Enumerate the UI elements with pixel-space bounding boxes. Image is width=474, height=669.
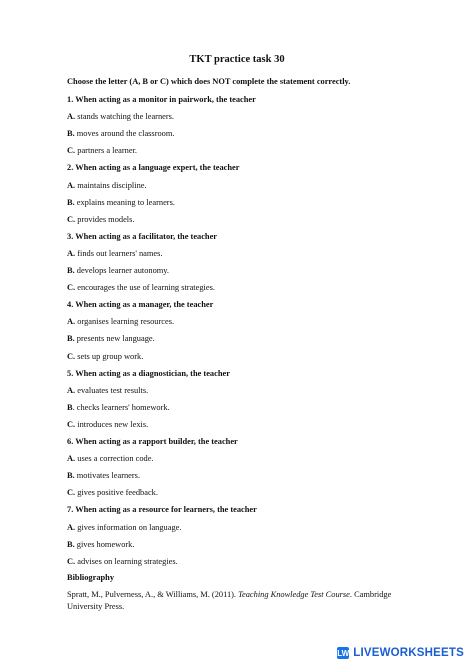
option-letter: B. xyxy=(67,129,75,139)
answer-option xyxy=(67,488,158,497)
answer-option xyxy=(67,403,170,412)
option-text: develops learner autonomy. xyxy=(74,266,170,275)
answer-option xyxy=(67,471,140,480)
option-text: maintains discipline. xyxy=(75,180,147,190)
logo-icon: LW xyxy=(337,648,350,658)
answer-option xyxy=(67,283,215,292)
question-stem: 6. When acting as a rapport builder, the teacher xyxy=(67,437,238,446)
option-text: introduces new lexis. xyxy=(75,419,149,429)
question-stem: 2. When acting as a language expert, the teacher xyxy=(67,163,240,173)
question-stem: 5. When acting as a diagnostician, the teacher xyxy=(67,368,230,378)
option-text: explains meaning to learners. xyxy=(74,197,175,207)
option-text: . checks learners' homework. xyxy=(72,402,170,412)
answer-option xyxy=(67,129,174,138)
answer-option xyxy=(67,249,163,258)
logo-text: LIVEWORKSHEETS xyxy=(353,647,464,659)
option-letter: C. xyxy=(67,146,76,156)
option-letter: C. xyxy=(67,283,76,293)
option-letter: C. xyxy=(67,351,76,361)
answer-option xyxy=(67,334,155,343)
option-letter: A. xyxy=(67,385,76,395)
option-letter: C. xyxy=(67,556,76,566)
instructions: Choose the letter (A, B or C) which does NOT complete the statement correctly. xyxy=(67,77,351,86)
option-text: gives positive feedback. xyxy=(75,488,158,498)
answer-option xyxy=(67,386,148,395)
option-text: moves around the classroom. xyxy=(74,129,175,139)
option-letter: A. xyxy=(67,112,76,122)
answer-option xyxy=(67,146,137,155)
option-letter: B xyxy=(67,402,73,412)
answer-option xyxy=(67,352,143,361)
answer-option xyxy=(67,540,134,549)
answer-option xyxy=(67,523,181,532)
bibliography-book-title: Teaching Knowledge Test Course xyxy=(238,590,350,599)
answer-option xyxy=(67,181,147,190)
page-title: TKT practice task 30 xyxy=(189,54,285,65)
option-letter: A. xyxy=(67,180,76,190)
answer-option xyxy=(67,198,175,207)
option-text: provides models. xyxy=(75,214,135,224)
question-stem: 3. When acting as a facilitator, the teacher xyxy=(67,231,218,241)
option-letter: B. xyxy=(67,539,75,549)
bibliography-heading: Bibliography xyxy=(67,573,115,582)
option-letter: A. xyxy=(67,317,76,327)
answer-option xyxy=(67,317,174,326)
option-text: partners a learner. xyxy=(75,146,138,156)
option-text: evaluates test results. xyxy=(75,385,149,395)
option-text: stands watching the learners. xyxy=(75,112,174,122)
option-text: encourages the use of learning strategies. xyxy=(75,283,215,293)
bibliography-authors: Spratt, M., Pulverness, A., & Williams, M. (2011). xyxy=(67,590,239,599)
liveworksheets-logo[interactable] xyxy=(337,645,464,661)
answer-option xyxy=(67,420,148,429)
answer-option xyxy=(67,266,169,275)
answer-option xyxy=(67,557,178,566)
answer-option xyxy=(67,454,154,463)
option-letter: C. xyxy=(67,214,76,224)
option-text: organises learning resources. xyxy=(75,317,175,327)
option-letter: B. xyxy=(67,334,75,344)
question-stem: 4. When acting as a manager, the teacher xyxy=(67,300,214,310)
bibliography-entry xyxy=(67,589,397,612)
answer-option xyxy=(67,112,174,121)
option-letter: B. xyxy=(67,266,75,275)
option-letter: A. xyxy=(67,522,76,532)
option-letter: C. xyxy=(67,419,76,429)
option-letter: A. xyxy=(67,248,76,258)
option-letter: B. xyxy=(67,197,75,207)
option-text: finds out learners' names. xyxy=(75,248,163,258)
option-text: uses a correction code. xyxy=(75,454,154,464)
option-text: sets up group work. xyxy=(75,351,144,361)
option-text: gives homework. xyxy=(74,539,135,549)
option-text: presents new language. xyxy=(74,334,155,344)
option-letter: C. xyxy=(67,488,76,498)
option-letter: B. xyxy=(67,471,75,481)
option-text: advises on learning strategies. xyxy=(75,556,178,566)
option-text: motivates learners. xyxy=(74,471,141,481)
option-letter: A. xyxy=(67,454,76,464)
question-stem: 7. When acting as a resource for learners, the teacher xyxy=(67,505,257,515)
answer-option xyxy=(67,215,134,224)
bibliography-publisher: . Cambridge University Press. xyxy=(67,590,392,611)
option-text: gives information on language. xyxy=(75,522,182,532)
question-stem: 1. When acting as a monitor in pairwork, the teacher xyxy=(67,95,256,104)
